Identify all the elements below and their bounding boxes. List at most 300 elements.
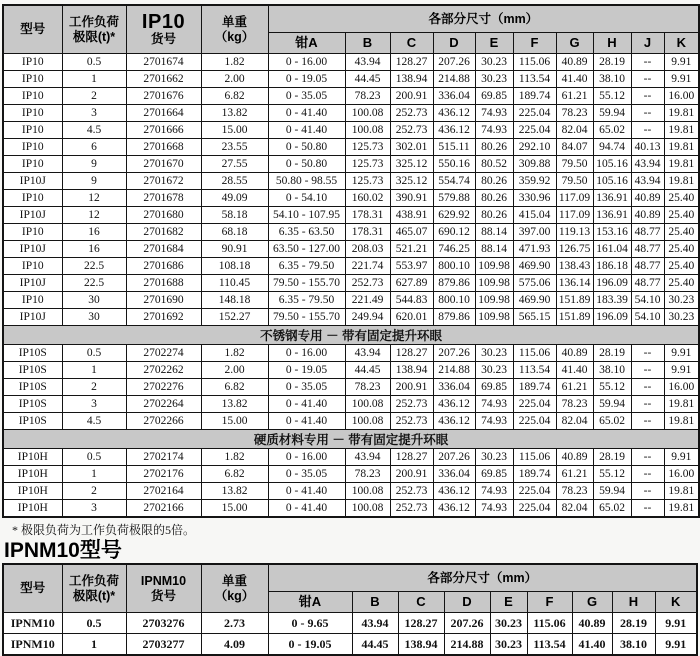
cell-dim-F: 225.04	[513, 396, 556, 413]
cell-dim-F: 575.06	[513, 275, 556, 292]
cell-wll: 3	[62, 500, 126, 518]
cell-dim-E: 30.23	[475, 362, 513, 379]
cell-dim-F: 113.54	[513, 362, 556, 379]
cell-wll: 22.5	[62, 258, 126, 275]
cell-dim-J: --	[631, 345, 664, 362]
cell-dim-H: 38.10	[593, 362, 631, 379]
ipnm10-spec-table	[2, 563, 698, 656]
cell-weight: 2.00	[201, 362, 268, 379]
cell-dim-K: 9.91	[664, 362, 699, 379]
footnote: * 极限负荷为工作负荷极限的5倍。	[12, 523, 196, 537]
cell-dim-钳A: 6.35 - 79.50	[268, 292, 345, 309]
cell-dim-H: 136.91	[593, 207, 631, 224]
cell-weight: 1.82	[201, 345, 268, 362]
cell-dim-J: --	[631, 396, 664, 413]
cell-dim-D: 214.88	[433, 71, 475, 88]
cell-dim-B: 78.23	[345, 88, 390, 105]
cell-dim-E: 74.93	[475, 122, 513, 139]
cell-dim-B: 125.73	[345, 173, 390, 190]
cell-dim-G: 61.21	[556, 379, 593, 396]
cell-dim-B: 43.94	[345, 449, 390, 466]
cell-dim-C: 200.91	[390, 379, 433, 396]
cell-dim-钳A: 0 - 41.40	[268, 483, 345, 500]
section-title: 硬质材料专用 － 带有固定提升环眼	[3, 430, 699, 449]
cell-dim-K: 19.81	[664, 483, 699, 500]
cell-part-number: 2701690	[126, 292, 201, 309]
cell-model: IP10H	[3, 500, 62, 518]
cell-dim-C: 252.73	[390, 396, 433, 413]
cell-dim-D: 746.25	[433, 241, 475, 258]
cell-dim-J: --	[631, 500, 664, 518]
cell-dim-H: 94.74	[593, 139, 631, 156]
cell-wll: 30	[62, 292, 126, 309]
cell-dim-C: 252.73	[390, 483, 433, 500]
cell-dim-G: 40.89	[556, 54, 593, 71]
cell-dim-J: --	[631, 413, 664, 430]
cell-part-number: 2703276	[126, 613, 201, 634]
cell-dim-G: 40.89	[556, 449, 593, 466]
cell-dim-E: 74.93	[475, 396, 513, 413]
cell-part-number: 2701666	[126, 122, 201, 139]
dim-col-header: D	[444, 592, 490, 613]
cell-wll: 1	[62, 634, 126, 656]
ipnm10-section-heading: IPNM10型号	[4, 539, 122, 562]
cell-dim-B: 100.08	[345, 413, 390, 430]
cell-weight: 13.82	[201, 396, 268, 413]
cell-dim-钳A: 0 - 54.10	[268, 190, 345, 207]
cell-dim-H: 28.19	[593, 345, 631, 362]
dim-col-header: H	[593, 33, 631, 54]
cell-dim-J: 48.77	[631, 275, 664, 292]
col-header-model: 型号	[3, 5, 62, 54]
cell-dim-F: 115.06	[513, 449, 556, 466]
cell-dim-B: 100.08	[345, 500, 390, 518]
cell-dim-钳A: 50.80 - 98.55	[268, 173, 345, 190]
cell-dim-钳A: 0 - 41.40	[268, 122, 345, 139]
cell-dim-K: 9.91	[664, 345, 699, 362]
cell-dim-K: 25.40	[664, 224, 699, 241]
cell-wll: 1	[62, 71, 126, 88]
cell-dim-D: 800.10	[433, 258, 475, 275]
cell-dim-K: 9.91	[664, 71, 699, 88]
cell-part-number: 2702166	[126, 500, 201, 518]
table-row	[3, 139, 699, 156]
table-row	[3, 379, 699, 396]
cell-wll: 3	[62, 396, 126, 413]
cell-dim-钳A: 0 - 19.05	[268, 71, 345, 88]
cell-weight: 58.18	[201, 207, 268, 224]
cell-wll: 1	[62, 466, 126, 483]
cell-dim-钳A: 0 - 41.40	[268, 500, 345, 518]
cell-dim-J: 43.94	[631, 173, 664, 190]
cell-dim-G: 117.09	[556, 207, 593, 224]
cell-part-number: 2701676	[126, 88, 201, 105]
dim-col-header: J	[631, 33, 664, 54]
cell-dim-G: 41.40	[572, 634, 612, 656]
cell-dim-J: --	[631, 54, 664, 71]
cell-dim-C: 138.94	[390, 362, 433, 379]
cell-dim-J: --	[631, 71, 664, 88]
cell-dim-C: 544.83	[390, 292, 433, 309]
cell-model: IP10	[3, 54, 62, 71]
cell-dim-F: 189.74	[513, 466, 556, 483]
cell-dim-K: 25.40	[664, 258, 699, 275]
cell-dim-E: 80.26	[475, 190, 513, 207]
table-row	[3, 309, 699, 326]
cell-dim-F: 330.96	[513, 190, 556, 207]
cell-dim-B: 43.94	[345, 345, 390, 362]
dim-col-header: K	[655, 592, 697, 613]
col-header-model: 型号	[3, 564, 62, 613]
weight-label-line2: （kg）	[214, 29, 255, 44]
cell-weight: 4.09	[201, 634, 268, 656]
cell-dim-D: 436.12	[433, 396, 475, 413]
cell-dim-钳A: 63.50 - 127.00	[268, 241, 345, 258]
cell-dim-F: 113.54	[513, 71, 556, 88]
cell-dim-钳A: 6.35 - 63.50	[268, 224, 345, 241]
cell-dim-D: 579.88	[433, 190, 475, 207]
cell-part-number: 2701682	[126, 224, 201, 241]
cell-weight: 108.18	[201, 258, 268, 275]
cell-weight: 2.00	[201, 71, 268, 88]
cell-model: IP10	[3, 105, 62, 122]
cell-dim-钳A: 0 - 41.40	[268, 105, 345, 122]
cell-dim-B: 249.94	[345, 309, 390, 326]
cell-model: IP10S	[3, 345, 62, 362]
cell-dim-G: 79.50	[556, 156, 593, 173]
cell-dim-C: 128.27	[390, 449, 433, 466]
table-row	[3, 275, 699, 292]
wll-label-line1: 工作负荷	[68, 574, 119, 589]
cell-dim-H: 65.02	[593, 122, 631, 139]
cell-dim-H: 161.04	[593, 241, 631, 258]
cell-dim-B: 125.73	[345, 156, 390, 173]
dim-col-header: B	[352, 592, 398, 613]
cell-dim-H: 28.19	[593, 449, 631, 466]
cell-dim-D: 550.16	[433, 156, 475, 173]
table-row	[3, 241, 699, 258]
cell-part-number: 2701668	[126, 139, 201, 156]
cell-weight: 23.55	[201, 139, 268, 156]
dim-col-header: F	[527, 592, 572, 613]
cell-dim-D: 214.88	[444, 634, 490, 656]
cell-model: IP10	[3, 292, 62, 309]
cell-dim-B: 221.74	[345, 258, 390, 275]
cell-dim-B: 208.03	[345, 241, 390, 258]
cell-dim-G: 84.07	[556, 139, 593, 156]
cell-dim-G: 82.04	[556, 413, 593, 430]
cell-dim-J: --	[631, 483, 664, 500]
cell-dim-K: 19.81	[664, 122, 699, 139]
table-row	[3, 122, 699, 139]
cell-dim-J: --	[631, 449, 664, 466]
cell-weight: 13.82	[201, 105, 268, 122]
cell-dim-H: 65.02	[593, 500, 631, 518]
cell-dim-C: 465.07	[390, 224, 433, 241]
dim-col-header: E	[490, 592, 527, 613]
cell-dim-D: 207.26	[433, 449, 475, 466]
cell-dim-D: 879.86	[433, 275, 475, 292]
cell-part-number: 2702262	[126, 362, 201, 379]
cell-dim-K: 30.23	[664, 309, 699, 326]
cell-dim-J: 48.77	[631, 241, 664, 258]
cell-weight: 15.00	[201, 122, 268, 139]
cell-dim-C: 128.27	[390, 345, 433, 362]
cell-dim-E: 69.85	[475, 88, 513, 105]
cell-dim-E: 30.23	[490, 613, 527, 634]
cell-dim-J: --	[631, 88, 664, 105]
cell-dim-B: 100.08	[345, 105, 390, 122]
cell-dim-C: 325.12	[390, 173, 433, 190]
table-row	[3, 362, 699, 379]
cell-weight: 110.45	[201, 275, 268, 292]
cell-model: IP10H	[3, 466, 62, 483]
cell-dim-K: 19.81	[664, 156, 699, 173]
cell-dim-G: 78.23	[556, 483, 593, 500]
cell-dim-F: 225.04	[513, 413, 556, 430]
cell-part-number: 2701680	[126, 207, 201, 224]
cell-dim-B: 44.45	[345, 71, 390, 88]
cell-wll: 2	[62, 483, 126, 500]
cell-dim-E: 88.14	[475, 241, 513, 258]
cell-wll: 4.5	[62, 413, 126, 430]
table-row	[3, 190, 699, 207]
cell-dim-钳A: 0 - 35.05	[268, 88, 345, 105]
cell-dim-H: 28.19	[593, 54, 631, 71]
cell-dim-B: 160.02	[345, 190, 390, 207]
table-row	[3, 54, 699, 71]
cell-wll: 6	[62, 139, 126, 156]
cell-dim-F: 292.10	[513, 139, 556, 156]
cell-dim-E: 80.52	[475, 156, 513, 173]
cell-dim-H: 196.09	[593, 275, 631, 292]
cell-part-number: 2701662	[126, 71, 201, 88]
cell-dim-K: 16.00	[664, 88, 699, 105]
cell-dim-B: 178.31	[345, 207, 390, 224]
part-label: 货号	[150, 588, 176, 603]
cell-dim-G: 126.75	[556, 241, 593, 258]
table-row	[3, 207, 699, 224]
cell-model: IP10J	[3, 207, 62, 224]
cell-weight: 2.73	[201, 613, 268, 634]
cell-part-number: 2703277	[126, 634, 201, 656]
cell-dim-钳A: 79.50 - 155.70	[268, 275, 345, 292]
cell-dim-F: 225.04	[513, 500, 556, 518]
cell-dim-B: 44.45	[352, 634, 398, 656]
cell-dim-D: 336.04	[433, 88, 475, 105]
cell-dim-C: 521.21	[390, 241, 433, 258]
dim-col-header: H	[612, 592, 655, 613]
cell-model: IP10J	[3, 241, 62, 258]
cell-dim-H: 153.16	[593, 224, 631, 241]
col-header-weight	[201, 564, 268, 613]
cell-dim-F: 225.04	[513, 122, 556, 139]
cell-wll: 0.5	[62, 54, 126, 71]
cell-dim-钳A: 0 - 16.00	[268, 449, 345, 466]
cell-dim-H: 105.16	[593, 173, 631, 190]
cell-dim-C: 252.73	[390, 105, 433, 122]
cell-dim-D: 690.12	[433, 224, 475, 241]
cell-weight: 152.27	[201, 309, 268, 326]
col-header-weight	[201, 5, 268, 54]
cell-dim-G: 82.04	[556, 500, 593, 518]
cell-weight: 6.82	[201, 88, 268, 105]
cell-weight: 6.82	[201, 379, 268, 396]
dim-col-header: D	[433, 33, 475, 54]
cell-dim-F: 189.74	[513, 379, 556, 396]
cell-dim-G: 136.14	[556, 275, 593, 292]
ip10-spec-table	[2, 4, 700, 518]
cell-weight: 13.82	[201, 483, 268, 500]
cell-dim-G: 138.43	[556, 258, 593, 275]
cell-wll: 12	[62, 207, 126, 224]
cell-dim-K: 19.81	[664, 396, 699, 413]
cell-dim-C: 620.01	[390, 309, 433, 326]
cell-model: IP10	[3, 258, 62, 275]
cell-dim-E: 109.98	[475, 258, 513, 275]
cell-dim-F: 565.15	[513, 309, 556, 326]
cell-dim-B: 43.94	[352, 613, 398, 634]
cell-dim-J: --	[631, 105, 664, 122]
cell-dim-C: 252.73	[390, 413, 433, 430]
cell-wll: 16	[62, 224, 126, 241]
cell-wll: 16	[62, 241, 126, 258]
cell-dim-F: 469.90	[513, 258, 556, 275]
cell-dim-C: 128.27	[390, 54, 433, 71]
cell-dim-H: 105.16	[593, 156, 631, 173]
weight-label-line2: （kg）	[214, 588, 255, 603]
cell-dim-H: 183.39	[593, 292, 631, 309]
cell-model: IPNM10	[3, 634, 62, 656]
cell-dim-E: 30.23	[490, 634, 527, 656]
cell-dim-E: 74.93	[475, 483, 513, 500]
cell-dim-H: 38.10	[593, 71, 631, 88]
table-row	[3, 500, 699, 518]
dim-col-header: K	[664, 33, 699, 54]
cell-dim-D: 436.12	[433, 122, 475, 139]
cell-dim-J: 48.77	[631, 224, 664, 241]
cell-weight: 1.82	[201, 449, 268, 466]
cell-dim-K: 30.23	[664, 292, 699, 309]
section-title: 不锈钢专用 － 带有固定提升环眼	[3, 326, 699, 345]
table-row	[3, 483, 699, 500]
cell-dim-F: 397.00	[513, 224, 556, 241]
cell-dim-F: 359.92	[513, 173, 556, 190]
cell-wll: 0.5	[62, 449, 126, 466]
cell-model: IP10S	[3, 396, 62, 413]
section-row	[3, 326, 699, 345]
cell-model: IP10	[3, 71, 62, 88]
cell-dim-G: 117.09	[556, 190, 593, 207]
cell-part-number: 2702274	[126, 345, 201, 362]
cell-dim-H: 136.91	[593, 190, 631, 207]
cell-dim-K: 25.40	[664, 190, 699, 207]
cell-part-number: 2701672	[126, 173, 201, 190]
cell-dim-C: 438.91	[390, 207, 433, 224]
cell-wll: 30	[62, 309, 126, 326]
cell-dim-F: 469.90	[513, 292, 556, 309]
cell-wll: 9	[62, 156, 126, 173]
cell-dim-H: 55.12	[593, 466, 631, 483]
cell-dim-钳A: 0 - 19.05	[268, 634, 352, 656]
cell-dim-K: 19.81	[664, 413, 699, 430]
cell-dim-D: 436.12	[433, 413, 475, 430]
cell-dim-钳A: 0 - 50.80	[268, 139, 345, 156]
dim-col-header: 钳A	[268, 592, 352, 613]
table-row	[3, 613, 697, 634]
cell-dim-K: 16.00	[664, 379, 699, 396]
dim-col-header: C	[390, 33, 433, 54]
cell-weight: 90.91	[201, 241, 268, 258]
cell-dim-钳A: 0 - 19.05	[268, 362, 345, 379]
cell-dim-钳A: 0 - 35.05	[268, 466, 345, 483]
dim-col-header: G	[572, 592, 612, 613]
cell-wll: 2	[62, 379, 126, 396]
cell-part-number: 2701686	[126, 258, 201, 275]
cell-dim-D: 336.04	[433, 466, 475, 483]
cell-weight: 15.00	[201, 413, 268, 430]
cell-dim-E: 74.93	[475, 413, 513, 430]
cell-wll: 9	[62, 173, 126, 190]
table-row	[3, 292, 699, 309]
cell-dim-E: 69.85	[475, 466, 513, 483]
cell-model: IP10	[3, 88, 62, 105]
cell-wll: 1	[62, 362, 126, 379]
cell-dim-E: 80.26	[475, 173, 513, 190]
cell-dim-E: 109.98	[475, 309, 513, 326]
cell-part-number: 2701684	[126, 241, 201, 258]
cell-dim-K: 19.81	[664, 139, 699, 156]
cell-dim-G: 82.04	[556, 122, 593, 139]
cell-part-number: 2702264	[126, 396, 201, 413]
cell-model: IP10	[3, 190, 62, 207]
cell-dim-B: 43.94	[345, 54, 390, 71]
cell-part-number: 2702174	[126, 449, 201, 466]
cell-dim-J: 54.10	[631, 309, 664, 326]
cell-dim-G: 79.50	[556, 173, 593, 190]
table-row	[3, 396, 699, 413]
table-row	[3, 156, 699, 173]
cell-dim-E: 30.23	[475, 449, 513, 466]
cell-dim-G: 78.23	[556, 396, 593, 413]
cell-dim-K: 25.40	[664, 241, 699, 258]
cell-dim-钳A: 54.10 - 107.95	[268, 207, 345, 224]
cell-dim-H: 196.09	[593, 309, 631, 326]
cell-dim-G: 41.40	[556, 71, 593, 88]
cell-dim-G: 61.21	[556, 466, 593, 483]
cell-dim-E: 69.85	[475, 379, 513, 396]
cell-dim-J: 40.89	[631, 207, 664, 224]
cell-dim-J: 40.13	[631, 139, 664, 156]
cell-dim-E: 109.98	[475, 292, 513, 309]
col-header-part-number	[126, 5, 201, 54]
cell-dim-钳A: 6.35 - 79.50	[268, 258, 345, 275]
cell-model: IP10S	[3, 379, 62, 396]
dim-col-header: C	[398, 592, 444, 613]
cell-dim-G: 40.89	[572, 613, 612, 634]
cell-dim-F: 115.06	[513, 54, 556, 71]
cell-dim-C: 553.97	[390, 258, 433, 275]
cell-dim-E: 74.93	[475, 105, 513, 122]
cell-dim-钳A: 0 - 41.40	[268, 396, 345, 413]
cell-weight: 27.55	[201, 156, 268, 173]
cell-part-number: 2701688	[126, 275, 201, 292]
cell-dim-C: 627.89	[390, 275, 433, 292]
cell-part-number: 2702276	[126, 379, 201, 396]
table-row	[3, 413, 699, 430]
cell-dim-D: 800.10	[433, 292, 475, 309]
cell-wll: 2	[62, 88, 126, 105]
